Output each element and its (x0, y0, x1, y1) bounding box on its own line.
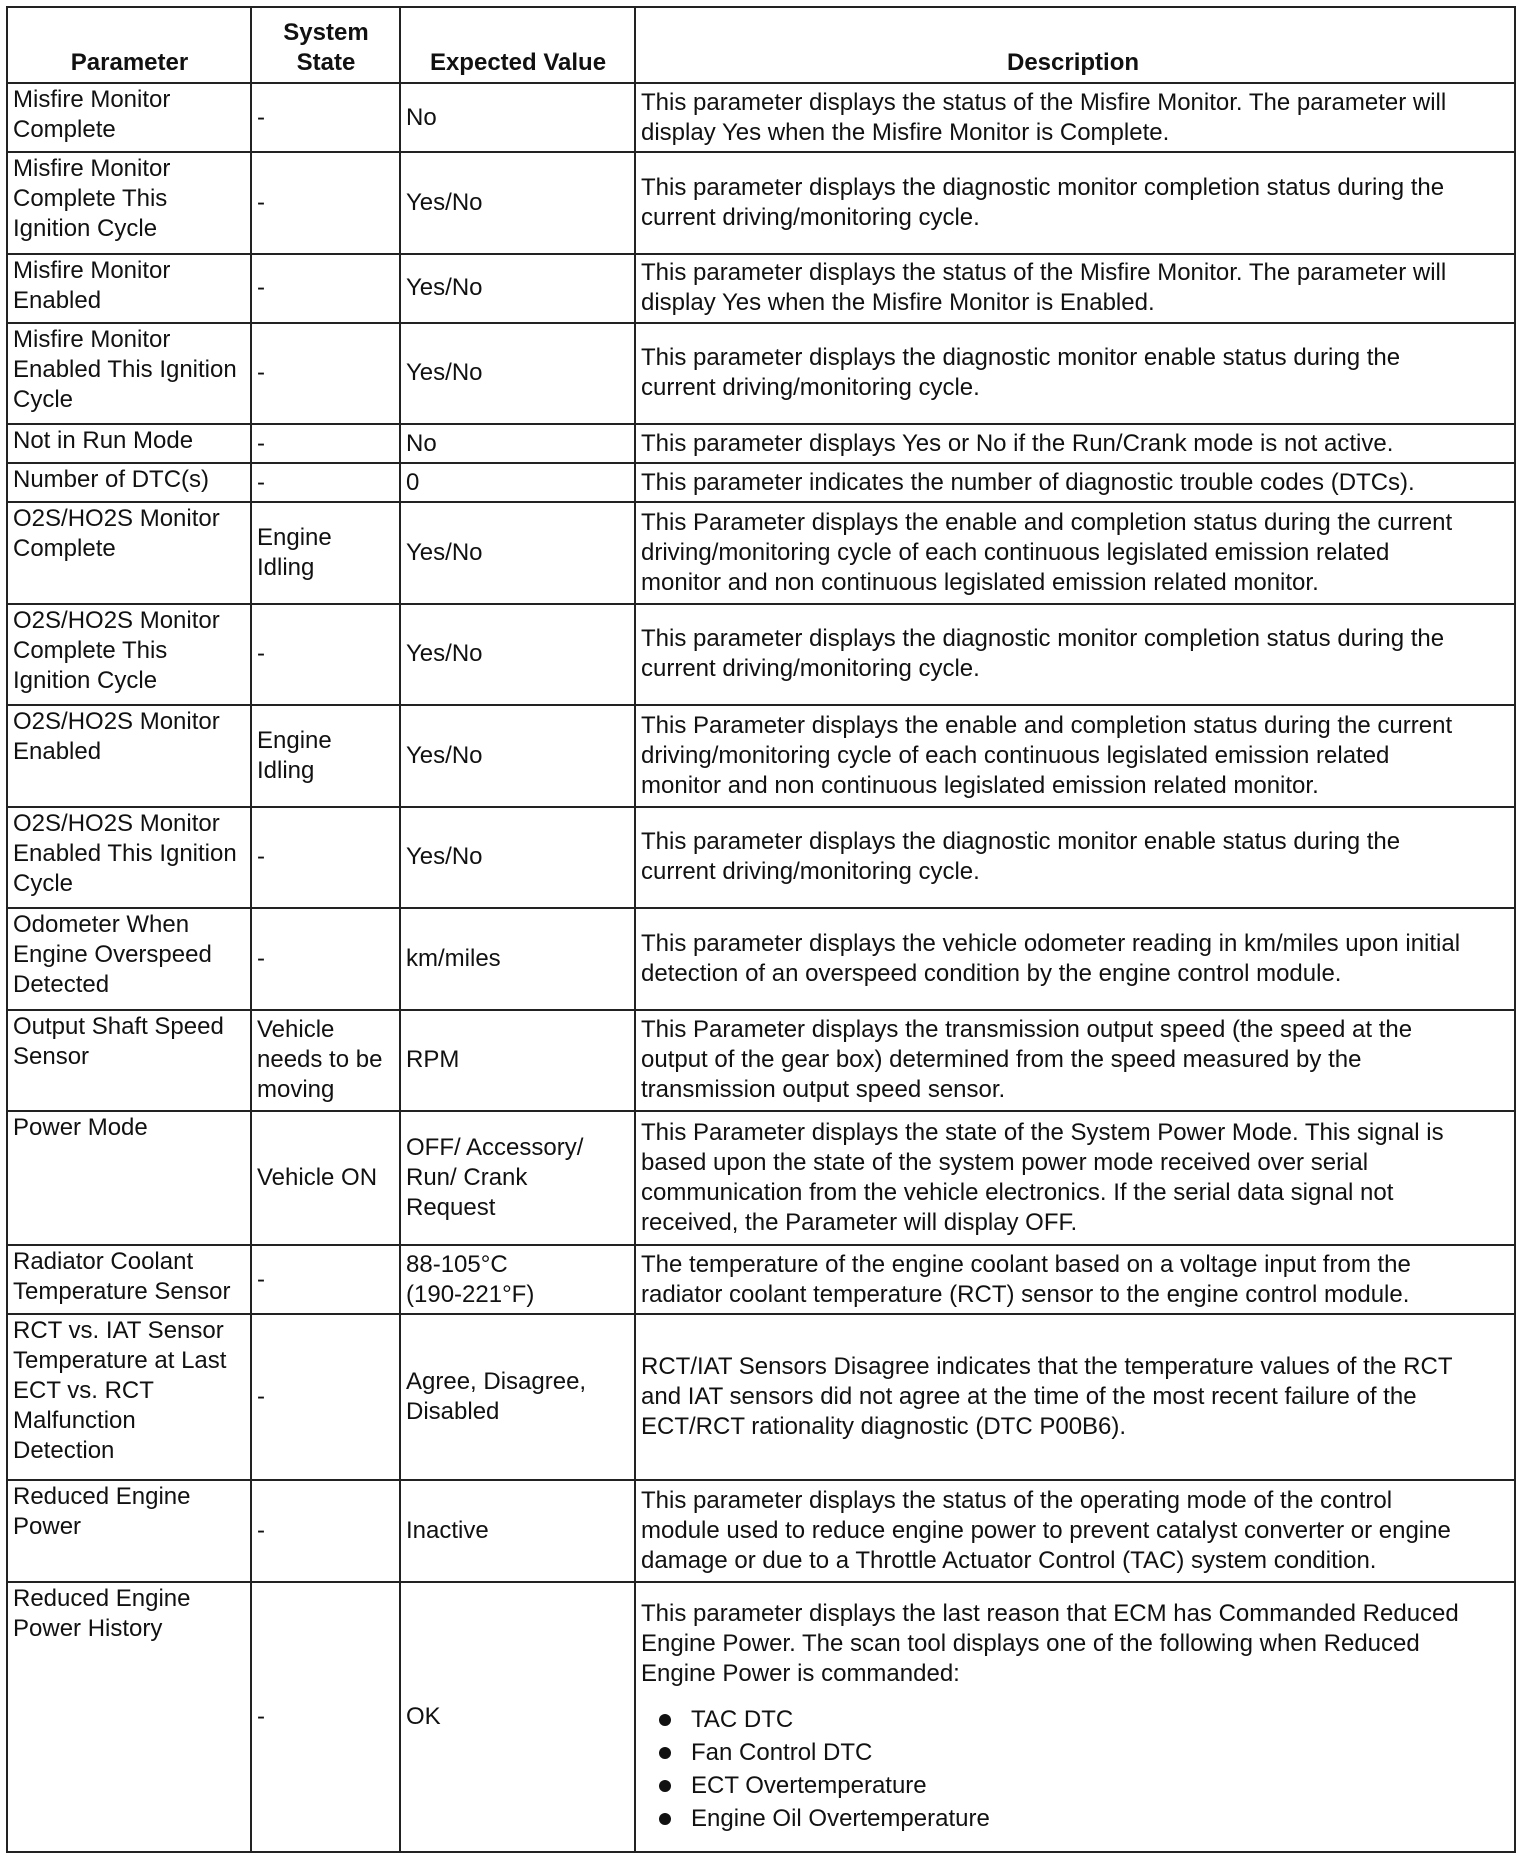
cell-line: Enabled This Ignition (13, 355, 237, 383)
cell-parameter (7, 1582, 251, 1852)
cell-line: RCT vs. IAT Sensor (13, 1317, 224, 1345)
cell-description (635, 424, 1515, 463)
cell-parameter (7, 502, 251, 604)
cell-line: Idling (257, 756, 315, 784)
cell-line: moving (257, 1076, 335, 1104)
cell-expected-value (400, 323, 635, 425)
cell-parameter (7, 807, 251, 909)
header-expected-value: Expected Value (400, 7, 635, 83)
cell-expected-value (400, 604, 635, 706)
cell-line: Enabled This Ignition (13, 839, 237, 867)
bullet-list (641, 1703, 1510, 1835)
cell-line: based upon the state of the system power mode received over serial (641, 1149, 1369, 1177)
cell-line: Yes/No (406, 359, 483, 387)
cell-line: - (257, 843, 265, 871)
cell-description (635, 83, 1515, 152)
cell-line: Power (13, 1513, 82, 1541)
bullet-item: ECT Overtemperature (659, 1769, 1510, 1802)
cell-line: Engine Power is commanded: (641, 1659, 960, 1687)
cell-line: This parameter indicates the number of diagnostic trouble codes (DTCs). (641, 468, 1415, 496)
cell-system-state (251, 908, 400, 1010)
cell-line: This Parameter displays the enable and completion status during the current (641, 508, 1453, 536)
cell-system-state (251, 1582, 400, 1852)
table-row (7, 502, 1515, 604)
cell-line: Complete This (13, 185, 168, 213)
cell-description (635, 1010, 1515, 1112)
cell-line: Radiator Coolant (13, 1248, 194, 1275)
cell-parameter (7, 83, 251, 152)
cell-line: - (257, 1517, 265, 1545)
cell-line: needs to be (257, 1046, 383, 1074)
cell-expected-value (400, 1582, 635, 1852)
cell-parameter (7, 254, 251, 323)
cell-line: Disabled (406, 1398, 500, 1426)
cell-expected-value (400, 1314, 635, 1480)
cell-line: Request (406, 1194, 496, 1222)
cell-line: The temperature of the engine coolant based on a voltage input from the (641, 1250, 1411, 1278)
cell-line: km/miles (406, 944, 501, 972)
cell-line: display Yes when the Misfire Monitor is Enabled. (641, 289, 1155, 317)
cell-line: This Parameter displays the transmission output speed (the speed at the (641, 1016, 1413, 1044)
cell-line: Complete This (13, 636, 168, 664)
cell-line: Misfire Monitor (13, 155, 171, 183)
cell-parameter (7, 424, 251, 463)
cell-parameter (7, 1010, 251, 1112)
cell-line: Complete (13, 535, 116, 562)
cell-line: This Parameter displays the enable and completion status during the current (641, 711, 1453, 739)
cell-line: and IAT sensors did not agree at the time of the most recent failure of the (641, 1383, 1417, 1411)
cell-line: O2S/HO2S Monitor (13, 809, 220, 837)
cell-line: No (406, 103, 437, 131)
cell-parameter (7, 323, 251, 425)
cell-line: Ignition Cycle (13, 666, 158, 694)
table-row (7, 1582, 1515, 1852)
cell-line: driving/monitoring cycle of each continuous legislated emission related (641, 741, 1390, 769)
cell-description (635, 152, 1515, 254)
cell-description (635, 502, 1515, 604)
cell-line: Cycle (13, 869, 74, 897)
cell-line: (190-221°F) (406, 1280, 535, 1308)
cell-line: OFF/ Accessory/ (406, 1134, 584, 1162)
table-row (7, 323, 1515, 425)
cell-line: Number of DTC(s) (13, 466, 210, 494)
cell-parameter (7, 1314, 251, 1480)
cell-line: current driving/monitoring cycle. (641, 858, 980, 886)
cell-line: Malfunction (13, 1407, 136, 1435)
cell-line: RPM (406, 1046, 460, 1074)
cell-line: - (257, 274, 265, 302)
cell-description (635, 1480, 1515, 1582)
cell-line: Yes/No (406, 640, 483, 668)
cell-expected-value (400, 424, 635, 463)
table-row (7, 1314, 1515, 1480)
cell-expected-value (400, 152, 635, 254)
cell-description (635, 908, 1515, 1010)
cell-line: - (257, 1383, 265, 1411)
cell-parameter (7, 705, 251, 807)
cell-expected-value (400, 502, 635, 604)
cell-line: Ignition Cycle (13, 215, 158, 243)
cell-line: transmission output speed sensor. (641, 1076, 1006, 1104)
cell-line: This parameter displays Yes or No if the Run/Crank mode is not active. (641, 429, 1394, 457)
cell-description (635, 254, 1515, 323)
cell-line: This parameter displays the last reason that ECM has Commanded Reduced (641, 1599, 1459, 1627)
table-row (7, 254, 1515, 323)
parameter-table (6, 6, 1516, 1853)
table-row (7, 1245, 1515, 1314)
cell-line: current driving/monitoring cycle. (641, 203, 980, 231)
cell-description (635, 1111, 1515, 1245)
cell-system-state (251, 604, 400, 706)
table-row (7, 424, 1515, 463)
table-row (7, 604, 1515, 706)
cell-system-state (251, 1010, 400, 1112)
cell-line: monitor and non continuous legislated emission related monitor. (641, 771, 1319, 799)
cell-description (635, 604, 1515, 706)
cell-line: Engine Power. The scan tool displays one of the following when Reduced (641, 1629, 1420, 1657)
cell-line: Idling (257, 553, 315, 581)
cell-parameter (7, 604, 251, 706)
cell-line: Power Mode (13, 1114, 148, 1142)
bullet-item: Engine Oil Overtemperature (659, 1802, 1510, 1835)
cell-expected-value (400, 463, 635, 502)
table-row (7, 1480, 1515, 1582)
cell-line: - (257, 103, 265, 131)
cell-line: 0 (406, 468, 420, 496)
cell-line: Enabled (13, 286, 102, 314)
cell-line: output of the gear box) determined from the speed measured by the (641, 1046, 1362, 1074)
cell-expected-value (400, 83, 635, 152)
table-row (7, 908, 1515, 1010)
cell-expected-value (400, 1480, 635, 1582)
cell-line: driving/monitoring cycle of each continuous legislated emission related (641, 538, 1390, 566)
cell-line: Yes/No (406, 843, 483, 871)
cell-description (635, 705, 1515, 807)
cell-line: - (257, 359, 265, 387)
cell-line: Enabled (13, 738, 102, 766)
cell-line: Cycle (13, 385, 74, 413)
cell-line: Misfire Monitor (13, 256, 171, 284)
cell-line: This parameter displays the diagnostic monitor enable status during the (641, 344, 1401, 372)
cell-expected-value (400, 1010, 635, 1112)
cell-line: Run/ Crank (406, 1164, 528, 1192)
cell-parameter (7, 1245, 251, 1314)
cell-description (635, 807, 1515, 909)
cell-line: Yes/No (406, 188, 483, 216)
cell-line: detection of an overspeed condition by the engine control module. (641, 959, 1342, 987)
cell-line: Yes/No (406, 274, 483, 302)
cell-description (635, 463, 1515, 502)
cell-line: Output Shaft Speed (13, 1012, 224, 1040)
cell-expected-value (400, 1245, 635, 1314)
cell-system-state (251, 463, 400, 502)
cell-line: Power History (13, 1614, 163, 1642)
cell-line: O2S/HO2S Monitor (13, 606, 220, 634)
cell-line: Detected (13, 971, 110, 999)
table-row (7, 152, 1515, 254)
cell-line: - (257, 188, 265, 216)
bullet-item: TAC DTC (659, 1703, 1510, 1736)
cell-line: display Yes when the Misfire Monitor is Complete. (641, 118, 1170, 146)
cell-line: current driving/monitoring cycle. (641, 374, 980, 402)
cell-parameter (7, 908, 251, 1010)
cell-parameter (7, 1480, 251, 1582)
cell-line: No (406, 429, 437, 457)
cell-line: Detection (13, 1437, 115, 1465)
cell-line: - (257, 640, 265, 668)
cell-line: Vehicle (257, 1016, 335, 1044)
cell-line: Engine (257, 726, 332, 754)
cell-line: This parameter displays the status of the Misfire Monitor. The parameter will (641, 88, 1447, 116)
cell-line: Sensor (13, 1042, 90, 1070)
table-row (7, 807, 1515, 909)
cell-line: Complete (13, 116, 116, 143)
header-parameter: Parameter (7, 7, 251, 83)
cell-line: Inactive (406, 1517, 489, 1545)
cell-line: Yes/No (406, 538, 483, 566)
cell-line: O2S/HO2S Monitor (13, 708, 220, 736)
cell-line: current driving/monitoring cycle. (641, 655, 980, 683)
cell-expected-value (400, 807, 635, 909)
cell-line: module used to reduce engine power to prevent catalyst converter or engine (641, 1517, 1451, 1545)
cell-system-state (251, 1480, 400, 1582)
cell-description (635, 1582, 1515, 1852)
cell-parameter (7, 152, 251, 254)
table-row (7, 463, 1515, 502)
cell-line: Misfire Monitor (13, 86, 171, 113)
table-row (7, 705, 1515, 807)
cell-description (635, 323, 1515, 425)
cell-line: This parameter displays the status of the Misfire Monitor. The parameter will (641, 259, 1447, 287)
cell-system-state (251, 323, 400, 425)
cell-system-state (251, 83, 400, 152)
cell-line: - (257, 1265, 265, 1293)
header-row (7, 7, 1515, 83)
cell-expected-value (400, 705, 635, 807)
cell-line: This parameter displays the vehicle odometer reading in km/miles upon initial (641, 929, 1461, 957)
cell-line: received, the Parameter will display OFF. (641, 1209, 1078, 1237)
header-description: Description (635, 7, 1515, 83)
cell-line: Agree, Disagree, (406, 1368, 587, 1396)
cell-line: Engine Overspeed (13, 941, 212, 969)
table-row (7, 1010, 1515, 1112)
cell-line: 88-105°C (406, 1250, 508, 1278)
cell-expected-value (400, 908, 635, 1010)
cell-system-state (251, 424, 400, 463)
cell-line: O2S/HO2S Monitor (13, 505, 220, 532)
cell-line: Reduced Engine (13, 1483, 191, 1511)
header-system-state: System State (251, 7, 400, 83)
cell-line: ECT/RCT rationality diagnostic (DTC P00B6). (641, 1413, 1127, 1441)
cell-line: Not in Run Mode (13, 427, 194, 455)
cell-line: Reduced Engine (13, 1584, 191, 1612)
cell-line: This parameter displays the diagnostic monitor enable status during the (641, 828, 1401, 856)
cell-line: monitor and non continuous legislated emission related monitor. (641, 568, 1319, 596)
cell-description (635, 1245, 1515, 1314)
cell-line: - (257, 1702, 265, 1730)
cell-line: radiator coolant temperature (RCT) sensor to the engine control module. (641, 1280, 1410, 1308)
cell-parameter (7, 1111, 251, 1245)
cell-line: communication from the vehicle electronics. If the serial data signal not (641, 1179, 1394, 1207)
table-body (7, 83, 1515, 1852)
cell-system-state (251, 1111, 400, 1245)
cell-line: This parameter displays the status of the operating mode of the control (641, 1487, 1393, 1515)
cell-system-state (251, 705, 400, 807)
cell-line: This Parameter displays the state of the System Power Mode. This signal is (641, 1119, 1444, 1147)
cell-line: ECT vs. RCT (13, 1377, 154, 1405)
cell-line: Yes/No (406, 741, 483, 769)
cell-system-state (251, 152, 400, 254)
cell-line: RCT/IAT Sensors Disagree indicates that the temperature values of the RCT (641, 1353, 1453, 1381)
cell-line: OK (406, 1702, 441, 1730)
cell-system-state (251, 502, 400, 604)
cell-line: - (257, 468, 265, 496)
cell-line: Engine (257, 523, 332, 551)
cell-expected-value (400, 1111, 635, 1245)
cell-line: This parameter displays the diagnostic monitor completion status during the (641, 173, 1445, 201)
cell-system-state (251, 1245, 400, 1314)
cell-expected-value (400, 254, 635, 323)
cell-system-state (251, 254, 400, 323)
cell-line: - (257, 429, 265, 457)
cell-line: Odometer When (13, 911, 190, 939)
cell-line: - (257, 944, 265, 972)
cell-line: Vehicle ON (257, 1164, 378, 1192)
cell-line: Temperature Sensor (13, 1278, 231, 1305)
cell-parameter (7, 463, 251, 502)
cell-system-state (251, 807, 400, 909)
cell-line: damage or due to a Throttle Actuator Control (TAC) system condition. (641, 1547, 1377, 1575)
cell-description (635, 1314, 1515, 1480)
cell-line: Temperature at Last (13, 1347, 227, 1375)
cell-system-state (251, 1314, 400, 1480)
table-row (7, 83, 1515, 152)
table-row (7, 1111, 1515, 1245)
cell-line: Misfire Monitor (13, 325, 171, 353)
bullet-item: Fan Control DTC (659, 1736, 1510, 1769)
cell-line: This parameter displays the diagnostic monitor completion status during the (641, 625, 1445, 653)
